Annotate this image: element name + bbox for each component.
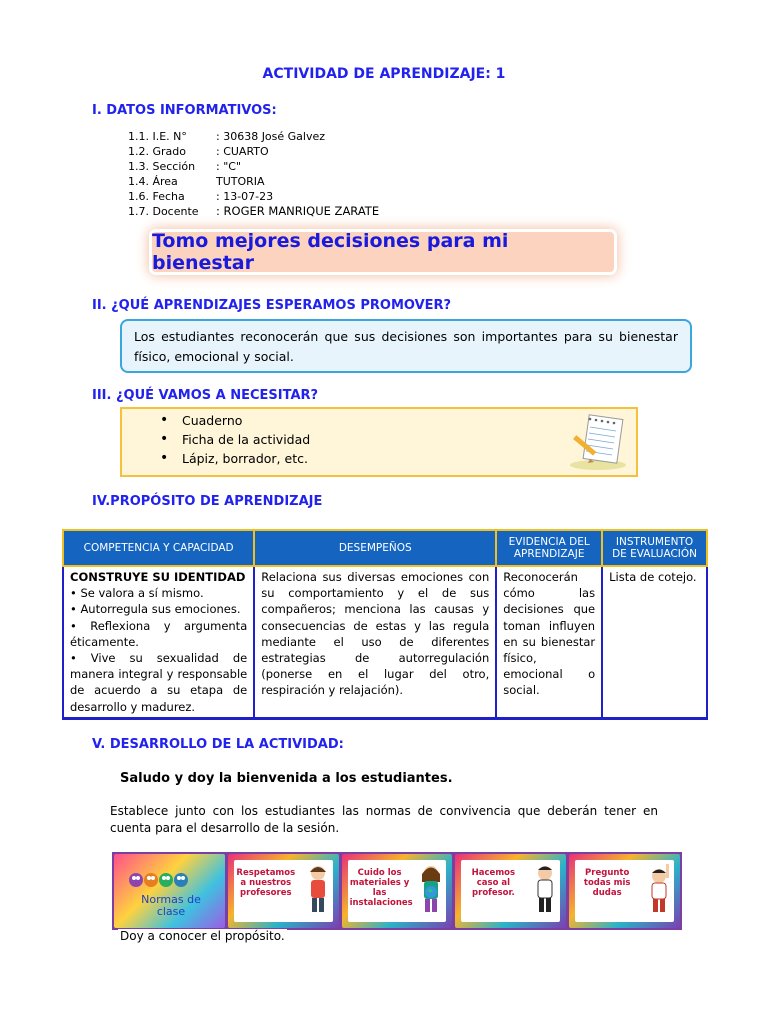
purpose-table xyxy=(62,529,708,720)
info-list xyxy=(128,129,379,219)
info-value: TUTORIA xyxy=(216,175,265,188)
notepad-pencil-icon xyxy=(568,413,630,471)
info-row xyxy=(128,174,379,189)
info-value: : 13-07-23 xyxy=(216,190,274,203)
materials-list xyxy=(122,411,636,468)
section-2-heading: II. ¿QUÉ APRENDIZAJES ESPERAMOS PROMOVER? xyxy=(92,298,452,313)
rules-paragraph: Establece junto con los estudiantes las normas de convivencia que deberán tener en cuenta para el desarrollo de la sesión. xyxy=(110,804,658,835)
info-value: : 30638 José Galvez xyxy=(216,130,326,143)
competencia-item: • Reflexiona y argumenta éticamente. xyxy=(70,618,248,649)
info-label: 1.7. Docente xyxy=(128,205,199,218)
purpose-line: Doy a conocer el propósito. xyxy=(120,929,285,943)
competencia-cell xyxy=(63,566,254,718)
section-4-heading: IV.PROPÓSITO DE APRENDIZAJE xyxy=(92,494,323,509)
rule-card xyxy=(114,854,225,928)
desempenos-cell: Relaciona sus diversas emociones con su comportamiento y el de sus compañeros; menciona las causas y consecuencias de estas y las regula mediante el uso de diferentes estrategias de autorregulación (ponerse en el lugar del otro, respiración y relajación). xyxy=(254,566,496,718)
competencia-item: • Se valora a sí mismo. xyxy=(70,586,204,601)
list-item: • Ficha de la actividad xyxy=(182,430,636,449)
rule-card xyxy=(569,854,680,928)
info-row xyxy=(128,159,379,174)
child-raising-hand-icon xyxy=(646,864,672,914)
card-label: Respetamos a nuestros profesores xyxy=(236,868,296,898)
info-row xyxy=(128,204,379,219)
session-title-banner: Tomo mejores decisiones para mi bienestar xyxy=(152,232,614,272)
activity-subheading: Saludo y doy la bienvenida a los estudiantes. xyxy=(120,771,453,786)
section-5-heading: V. DESARROLLO DE LA ACTIVIDAD: xyxy=(92,737,344,752)
evidencia-cell: Reconocerán cómo las decisiones que toman influyen en su bienestar físico, emocional o social. xyxy=(496,566,602,718)
section-3-heading: III. ¿QUÉ VAMOS A NECESITAR? xyxy=(92,388,319,403)
competencia-item: • Vive su sexualidad de manera integral y responsable de acuerdo a su etapa de desarrollo y madurez. xyxy=(70,651,248,714)
child-globe-icon xyxy=(418,864,444,914)
info-value: : CUARTO xyxy=(216,145,269,158)
info-row xyxy=(128,144,379,159)
column-header: COMPETENCIA Y CAPACIDAD xyxy=(63,530,254,566)
rule-card xyxy=(228,854,339,928)
list-item: • Lápiz, borrador, etc. xyxy=(182,449,636,468)
info-row xyxy=(128,189,379,204)
class-rules-images xyxy=(112,852,682,930)
info-value: : ROGER MANRIQUE ZARATE xyxy=(216,204,380,218)
info-row xyxy=(128,129,379,144)
learning-goal-box: Los estudiantes reconocerán que sus decisiones son importantes para su bienestar físico, emocional y social. xyxy=(120,319,692,373)
info-label: 1.3. Sección xyxy=(128,160,196,173)
list-item: • Cuaderno xyxy=(182,411,636,430)
card-label: Normas de clase xyxy=(141,893,201,918)
card-label: Cuido los materiales y las instalaciones xyxy=(349,868,413,908)
rule-card xyxy=(455,854,566,928)
competencia-item: • Autorregula sus emociones. xyxy=(70,602,241,617)
page-title: ACTIVIDAD DE APRENDIZAJE: 1 xyxy=(262,66,506,82)
section-1-heading: I. DATOS INFORMATIVOS: xyxy=(92,103,277,118)
table-row xyxy=(63,566,707,718)
column-header: DESEMPEÑOS xyxy=(254,530,496,566)
materials-box xyxy=(120,407,638,477)
competencia-title: CONSTRUYE SU IDENTIDAD xyxy=(70,570,246,584)
child-icon xyxy=(532,864,558,914)
info-value: : "C" xyxy=(216,160,242,173)
column-header: INSTRUMENTO DE EVALUACIÓN xyxy=(602,530,707,566)
card-label: Pregunto todas mis dudas xyxy=(583,868,631,898)
rule-card xyxy=(342,854,453,928)
table-header-row xyxy=(63,530,707,566)
info-label: 1.2. Grado xyxy=(128,145,186,158)
instrumento-cell: Lista de cotejo. xyxy=(602,566,707,718)
child-icon xyxy=(305,864,331,914)
column-header: EVIDENCIA DEL APRENDIZAJE xyxy=(496,530,602,566)
owls-icon xyxy=(128,868,198,890)
info-label: 1.4. Área xyxy=(128,175,178,188)
card-label: Hacemos caso al profesor. xyxy=(471,868,516,898)
info-label: 1.6. Fecha xyxy=(128,190,185,203)
info-label: 1.1. I.E. N° xyxy=(128,130,187,143)
